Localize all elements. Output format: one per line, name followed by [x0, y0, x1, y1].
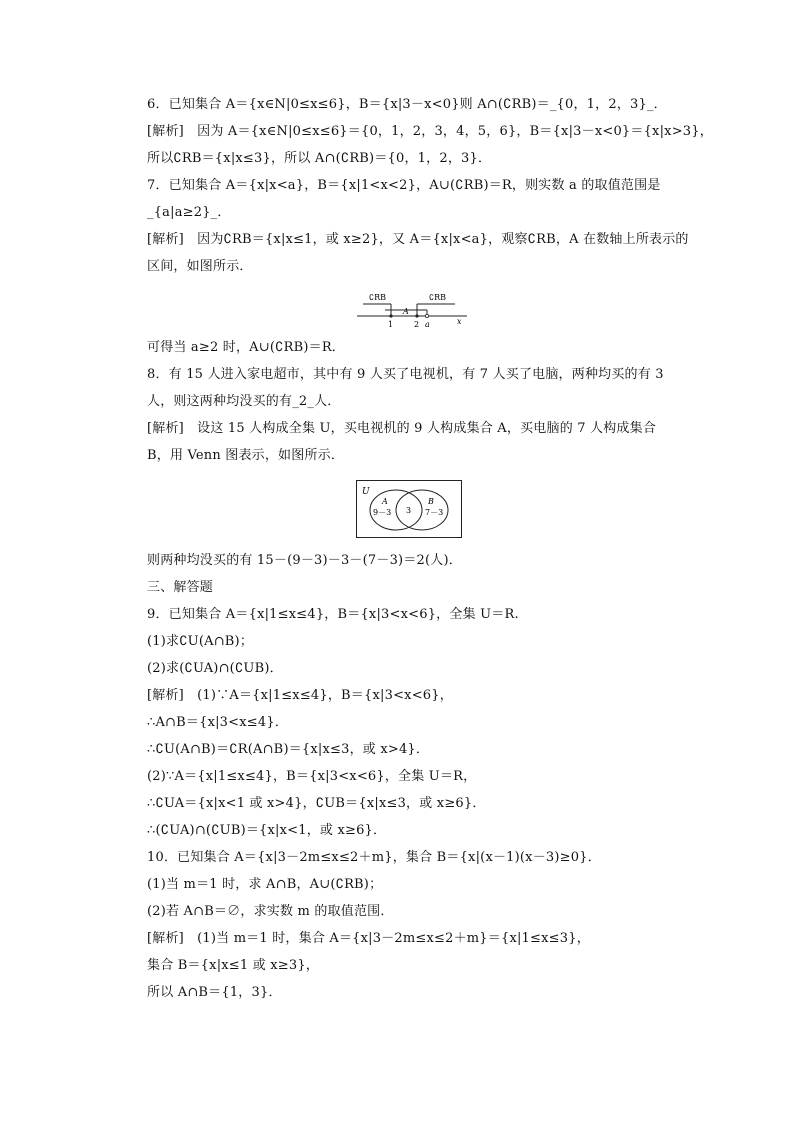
number-line-figure [355, 286, 475, 330]
venn-intersection-value: 3 [406, 506, 412, 515]
venn-diagram [356, 480, 462, 538]
q6-solution-line1: [解析] 因为 A＝{x∈N|0≤x≤6}＝{0，1，2，3，4，5，6}，B＝{x|3－x<0}＝{x|x>3}， [147, 124, 713, 139]
q9-solution-line1: [解析] (1)∵A＝{x|1≤x≤4}，B＝{x|3<x<6}， [147, 688, 453, 703]
tick-label-2: 2 [414, 320, 420, 329]
label-complement-left: ∁RB [369, 293, 386, 302]
q9-solution-line3: ∴∁U(A∩B)＝∁R(A∩B)＝{x|x≤3，或 x>4}． [147, 742, 430, 757]
venn-b-only-value: 7－3 [425, 508, 444, 517]
q10-solution-line2: 集合 B＝{x|x≤1 或 x≥3}， [147, 958, 319, 973]
tick-label-1: 1 [388, 320, 394, 329]
q10-part1: (1)当 m＝1 时，求 A∩B，A∪(∁RB)； [147, 877, 383, 892]
q10-solution-line1: [解析] (1)当 m＝1 时，集合 A＝{x|3－2m≤x≤2＋m}＝{x|1≤x≤3}， [147, 931, 590, 946]
tick-label-a: a [425, 320, 430, 329]
q8-line2: 人，则这两种均没买的有_2_人． [147, 394, 341, 409]
q6-solution-line2: 所以∁RB＝{x|x≤3}，所以 A∩(∁RB)＝{0，1，2，3}． [147, 151, 492, 166]
q8-solution-line2: B，用 Venn 图表示，如图所示． [147, 448, 345, 463]
venn-set-a-label: A [382, 497, 388, 506]
q9-part2: (2)求(∁UA)∩(∁UB)． [147, 661, 283, 676]
q10-part2: (2)若 A∩B＝∅，求实数 m 的取值范围． [147, 904, 394, 919]
q9-part1: (1)求∁U(A∩B)； [147, 634, 254, 649]
label-complement-right: ∁RB [429, 293, 446, 302]
q8-line1: 8．有 15 人进入家电超市，其中有 9 人买了电视机，有 7 人买了电脑，两种均买的有 3 [147, 367, 664, 382]
venn-a-only-value: 9－3 [373, 508, 392, 517]
venn-set-b-label: B [428, 497, 434, 506]
q9-solution-line4: (2)∵A＝{x|1≤x≤4}，B＝{x|3<x<6}，全集 U＝R， [147, 769, 477, 784]
axis-label-x: x [457, 317, 462, 326]
q7-solution-line3: 可得当 a≥2 时，A∪(∁RB)＝R． [147, 340, 346, 355]
section-heading-answers: 三、解答题 [147, 580, 214, 595]
q7-line2: _{a|a≥2}_． [147, 205, 231, 220]
q6-line1: 6．已知集合 A＝{x∈N|0≤x≤6}，B＝{x|3－x<0}则 A∩(∁RB)＝_{0，1，2，3}_． [147, 97, 667, 112]
q9-line1: 9．已知集合 A＝{x|1≤x≤4}，B＝{x|3<x<6}，全集 U＝R. [147, 607, 519, 622]
q10-solution-line3: 所以 A∩B＝{1，3}． [147, 985, 282, 1000]
q10-line1: 10．已知集合 A＝{x|3－2m≤x≤2＋m}，集合 B＝{x|(x－1)(x－3)≥0}． [147, 850, 601, 865]
venn-universe-label: U [362, 487, 370, 497]
q9-solution-line5: ∴∁UA＝{x|x<1 或 x>4}，∁UB＝{x|x≤3，或 x≥6}． [147, 796, 486, 811]
q8-solution-line1: [解析] 设这 15 人构成全集 U，买电视机的 9 人构成集合 A，买电脑的 7 人构成集合 [147, 421, 657, 436]
q9-solution-line6: ∴(∁UA)∩(∁UB)＝{x|x<1，或 x≥6}． [147, 823, 387, 838]
q9-solution-line2: ∴A∩B＝{x|3<x≤4}． [147, 715, 289, 730]
q8-solution-line3: 则两种均没买的有 15－(9－3)－3－(7－3)＝2(人)． [147, 553, 462, 568]
label-set-a: A [403, 307, 409, 316]
q7-solution-line2: 区间，如图所示． [147, 259, 253, 274]
q7-line1: 7．已知集合 A＝{x|x<a}，B＝{x|1<x<2}，A∪(∁RB)＝R，则实数 a 的取值范围是 [147, 178, 661, 193]
q7-solution-line1: [解析] 因为∁RB＝{x|x≤1，或 x≥2}，又 A＝{x|x<a}，观察∁RB，A 在数轴上所表示的 [147, 232, 689, 247]
